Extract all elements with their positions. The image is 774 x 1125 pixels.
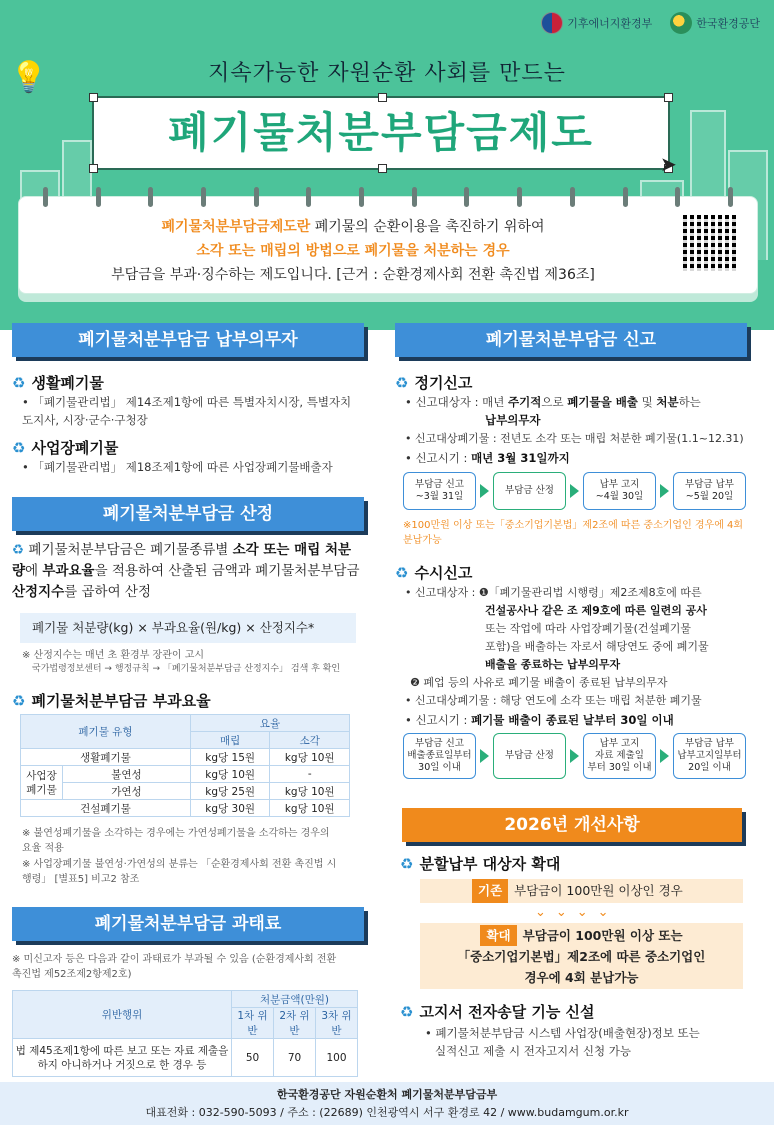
edoc-title: ♻ 고지서 전자송달 기능 신설 [400,1002,595,1021]
recycle-icon: ♻ [400,1002,414,1021]
living-waste-title: ♻ 생활폐기물 [12,373,104,392]
obligor-heading: 폐기물처분부담금 납부의무자 [12,323,364,357]
ministry-logo [541,12,652,34]
recycle-icon: ♻ [400,854,414,873]
adhoc-time: • 신고시기 : 폐기물 배출이 종료된 날부터 30일 이내 [405,713,674,727]
edoc-text: • 폐기물처분부담금 시스템 사업장(배출현장)정보 또는 실적신고 제출 시 전자고지서 신청 가능 [425,1026,700,1058]
qr-code-icon[interactable] [683,215,739,271]
selection-handle [378,93,387,102]
regular-time: • 신고시기 : 매년 3월 31일까지 [405,451,570,465]
rates-table [20,714,350,817]
table-row: 건설폐기물 kg당 30원 kg당 10원 [21,800,350,817]
regular-waste: • 신고대상폐기물 : 전년도 소각 또는 매립 처분한 폐기물(1.1~12.31) [405,432,744,445]
footer-org: 한국환경공단 자원순환처 폐기물처분부담금부 [276,1088,498,1101]
report-heading: 폐기물처분부담금 신고 [395,323,747,357]
table-row: 사업장 폐기물 불연성 kg당 10원 - [21,766,350,783]
business-waste-text: • 「폐기물관리법」 제18조제1항에 따른 사업장폐기물배출자 [22,460,333,474]
penalty-heading: 폐기물처분부담금 과태료 [12,907,364,941]
adhoc-waste: • 신고대상폐기물 : 해당 연도에 소각 또는 매립 처분한 폐기물 [405,694,702,707]
table-row: 가연성 kg당 25원 kg당 10원 [21,783,350,800]
rates-col-type: 폐기물 유형 [21,715,191,749]
selection-handle [378,164,387,173]
rates-title: ♻ 폐기물처분부담금 부과요율 [12,691,211,710]
business-waste-title: ♻ 사업장폐기물 [12,438,119,457]
flow-step: 부담금 납부 ~5월 20일 [673,472,746,510]
intro-line-2: 소각 또는 매립의 방법으로 폐기물을 처분하는 경우 [196,243,510,259]
flow-step: 부담금 납부 납부고지일부터 20일 이내 [673,733,746,779]
penalty-table: 위반행위 처분금액(만원) 1차 위반 2차 위반 3차 위반 법 제45조제1항에 따른 보고 또는 자료 제출을 하지 아니하거나 거짓으로 한 경우 등 50 70 100 [12,990,358,1077]
split-payment-title: ♻ 분할납부 대상자 확대 [400,854,561,873]
table-row: 법 제45조제1항에 따른 보고 또는 자료 제출을 하지 아니하거나 거짓으로 한 경우 등 50 70 100 [13,1039,358,1077]
penalty-note: ※ 미신고자 등은 다음과 같이 과태료가 부과될 수 있음 (순환경제사회 전환 촉진법 제52조제2항제2호) [12,954,337,980]
selection-handle [89,93,98,102]
binder-rings [19,187,757,207]
before-box: 기존 부담금이 100만원 이상인 경우 [420,879,743,903]
page-title: 폐기물처분부담금제도 [168,108,594,157]
adhoc-flow [403,733,746,779]
recycle-icon: ♻ [12,373,26,392]
after-box: 확대 부담금이 100만원 이상 또는 「중소기업기본법」제2조에 따른 중소기업인 경우에 4회 분납가능 [420,923,743,989]
arrow-right-icon [570,749,579,763]
arrow-right-icon [480,484,489,498]
flow-step: 부담금 산정 [493,733,566,779]
arrow-right-icon [570,484,579,498]
intro-card [18,196,758,294]
title-box [92,96,670,170]
flow-step: 납부 고지 자료 제출일 부터 30일 이내 [583,733,656,779]
recycle-icon: ♻ [12,542,29,558]
regular-target: • 신고대상자 : 매년 주기적으로 폐기물을 배출 및 처분하는 납부의무자 [405,395,701,427]
intro-line-3: 부담금을 부과·징수하는 제도입니다. [근거 : 순환경제사회 전환 촉진법 제36조] [111,267,595,283]
ministry-name: 기후에너지환경부 [567,17,653,30]
rates-note-1: ※ 불연성폐기물을 소각하는 경우에는 가연성폐기물을 소각하는 경우의 요율 적용 [22,828,330,854]
chevron-down-icon: ⌄⌄⌄⌄ [535,905,619,920]
calc-heading: 폐기물처분부담금 산정 [12,497,364,531]
improve-heading: 2026년 개선사항 [402,808,742,842]
rates-col-incin: 소각 [270,732,350,749]
flow-step: 부담금 산정 [493,472,566,510]
flow-step: 부담금 신고 ~3월 31일 [403,472,476,510]
keco-name: 한국환경공단 [696,17,760,30]
selection-handle [89,164,98,173]
arrow-right-icon [480,749,489,763]
penalty-col-amount: 처분금액(만원) [232,991,358,1008]
arrow-right-icon [660,749,669,763]
calc-formula: 폐기물 처분량(kg) × 부과요율(원/kg) × 산정지수* [20,613,356,643]
adhoc-target: • 신고대상자 : ❶「폐기물관리법 시행령」제2조제8호에 따른 건설공사나 같은 조 제9호에 따른 일련의 공사 또는 작업에 따라 사업장폐기물(건설폐기물 포함)을 배출하는 자로서 해당연도 중에 폐기물 배출을 종료하는 납부의무자 ❷ 폐업 등의 사유로 폐기물 배출이 종료된 납부의무자 [405,586,709,689]
calc-description: ♻ 폐기물처분부담금은 폐기물종류별 소각 또는 매립 처분량에 부과요율을 적용하여 산출된 금액과 폐기물처분부담금 산정지수를 곱하여 산정 [12,542,360,600]
calc-note-2: 국가법령정보센터 → 행정규칙 → 「폐기물처분부담금 산정지수」 검색 후 확인 [32,664,341,674]
living-waste-text: • 「폐기물관리법」 제14조제1항에 따른 특별자치시장, 특별자치도지사, 시장·군수·구청장 [22,395,352,427]
regular-report-title: ♻ 정기신고 [395,373,473,392]
footer [0,1082,774,1125]
flow-step: 부담금 신고 배출종료일부터 30일 이내 [403,733,476,779]
lightbulb-icon: 💡 [10,60,48,95]
penalty-col-act: 위반행위 [13,991,232,1039]
logo-bar [541,12,760,34]
regular-note: ※100만원 이상 또는「중소기업기본법」제2조에 따른 중소기업인 경우에 4회 분납가능 [403,520,744,546]
table-row: 생활폐기물 kg당 15원 kg당 10원 [21,749,350,766]
keco-icon [670,12,692,34]
recycle-icon: ♻ [395,563,409,582]
regular-flow [403,472,746,510]
page-subtitle: 지속가능한 자원순환 사회를 만드는 [208,61,566,86]
recycle-icon: ♻ [12,438,26,457]
rates-col-landfill: 매립 [190,732,270,749]
rates-col-rate: 요율 [190,715,349,732]
taegeuk-icon [541,12,563,34]
intro-line-1: 폐기물처분부담금제도란 폐기물의 순환이용을 촉진하기 위하여 [161,219,545,235]
flow-step: 납부 고지 ~4월 30일 [583,472,656,510]
calc-note-1: ※ 산정지수는 매년 초 환경부 장관이 고시 [22,650,205,661]
adhoc-report-title: ♻ 수시신고 [395,563,473,582]
arrow-right-icon [660,484,669,498]
recycle-icon: ♻ [395,373,409,392]
hero-banner [0,0,774,330]
rates-note-2: ※ 사업장폐기물 불연성·가연성의 분류는 「순환경제사회 전환 촉진법 시행령」 [별표5] 비고2 참조 [22,859,337,885]
keco-logo [670,12,760,34]
cursor-icon: ➤ [660,152,677,176]
footer-contact: 대표전화 : 032-590-5093 / 주소 : (22689) 인천광역시 서구 환경로 42 / www.budamgum.or.kr [145,1106,629,1119]
recycle-icon: ♻ [12,691,26,710]
selection-handle [664,93,673,102]
